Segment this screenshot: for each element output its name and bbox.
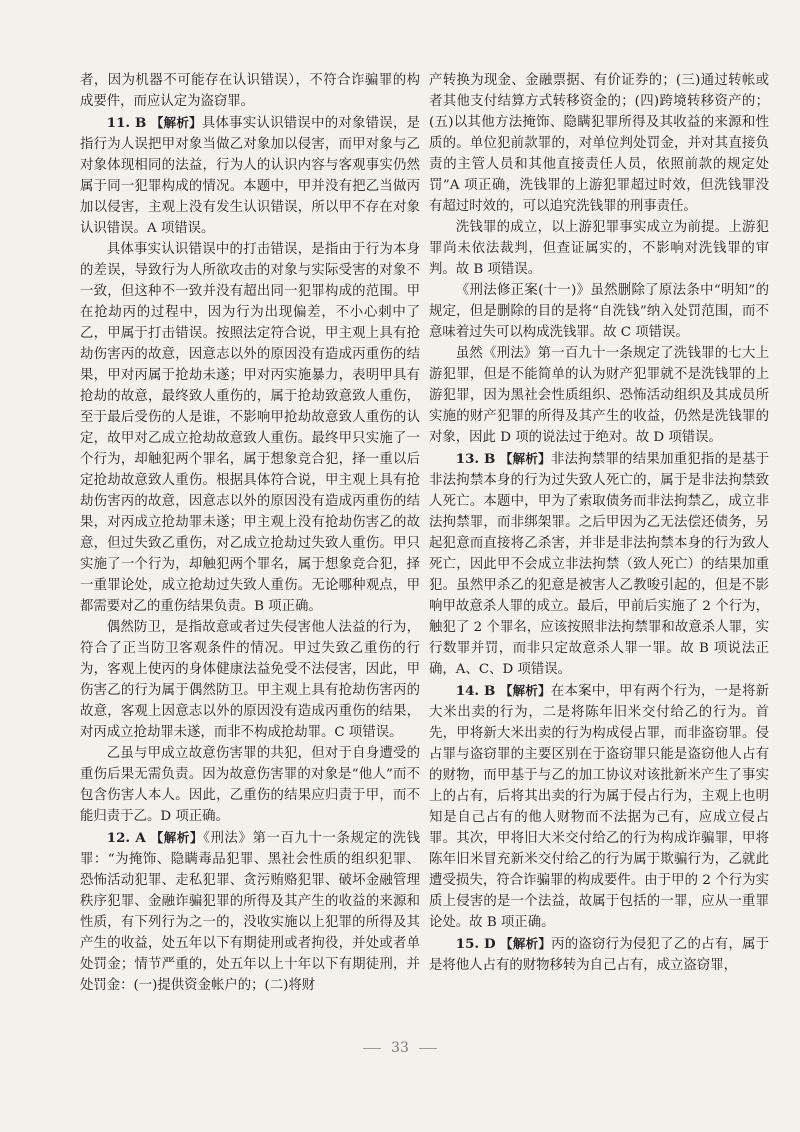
- paragraph: 《刑法修正案(十一)》虽然删除了原法条中“明知”的规定，但是删除的目的是将“自洗钱”纳入处罚范围，而不意味着过失可以构成洗钱罪。故 C 项错误。: [429, 283, 769, 340]
- answer-number: 14. B: [455, 683, 496, 699]
- paragraph: 乙虽与甲成立故意伤害罪的共犯，但对于自身遭受的重伤后果无需负责。因为故意伤害罪的对象是“他人”而不包含伤害人本人。因此，乙重伤的结果应归责于甲，而不能归责于乙。D 项正确。: [80, 746, 420, 824]
- answer-14: [429, 680, 769, 933]
- answer-number: 11. B: [106, 115, 147, 131]
- answer-15: [429, 933, 769, 976]
- answer-text: 非法拘禁罪的结果加重犯指的是基于非法拘禁本身的行为过失致人死亡的，属于是非法拘禁致人死亡。本题中，甲为了索取债务而非法拘禁乙，成立非法拘禁罪，而非绑架罪。之后甲因为乙无法偿还债务，另起犯意而直接将乙杀害，并非是非法拘禁本身的行为致人死亡，因此甲不会成立非法拘禁（致人死亡）的结果加重犯。虽然甲杀乙的犯意是被害人乙教唆引起的，但是不影响甲故意杀人罪的成立。最后，甲前后实施了 2 个行为，触犯了 2 个罪名，应该按照非法拘禁罪和故意杀人罪，实行数罪并罚，而非只定故意杀人罪一罪。故 B 项说法正确，A、C、D 项错误。: [429, 452, 769, 677]
- answer-11: [80, 112, 420, 239]
- paragraph: 者，因为机器不可能存在认识错误），不符合诈骗罪的构成要件，而应认定为盗窃罪。: [80, 73, 420, 109]
- answer-number: 13. B: [455, 451, 496, 467]
- answer-text: 丙的盗窃行为侵犯了乙的占有，属于是将他人占有的财物移转为自己占有，成立盗窃罪，: [429, 937, 769, 973]
- paragraph: 具体事实认识错误中的打击错误，是指由于行为本身的差误，导致行为人所欲攻击的对象与实际受害的对象不一致，但这种不一致并没有超出同一犯罪构成的范围。甲在抢劫丙的过程中，因为行为出现偏差，不小心刺中了乙，甲属于打击错误。按照法定符合说，甲主观上具有抢劫伤害丙的故意，因意志以外的原因没有造成丙重伤的结果，甲对丙属于抢劫未遂；甲对丙实施暴力，表明甲具有抢劫的故意，最终致人重伤的，属于抢劫致意致人重伤，至于最后受伤的人是谁，不影响甲抢劫故意致人重伤的认定，故甲对乙成立抢劫故意致人重伤。最终甲只实施了一个行为，却触犯两个罪名，属于想象竞合犯，择一重以后定抢劫故意致人重伤。根据具体符合说，甲主观上具有抢劫伤害丙的故意，因意志以外的原因没有造成丙重伤的结果，对丙成立抢劫罪未遂；甲主观上没有抢劫伤害乙的故意，但过失致乙重伤，对乙成立抢劫过失致人重伤。甲只实施了一个行为，却触犯两个罪名，属于想象竞合犯，择一重罪论处，成立抢劫过失致人重伤。无论哪种观点，甲都需要对乙的重伤结果负责。B 项正确。: [80, 242, 420, 614]
- answer-text: 具体事实认识错误中的对象错误，是指行为人误把甲对象当做乙对象加以侵害，而甲对象与乙对象体现相同的法益，行为人的认识内容与客观事实仍然属于同一犯罪构成的情况。本题中，甲并没有把乙当做丙加以侵害，主观上没有发生认识错误，所以甲不存在对象认识错误。A 项错误。: [80, 116, 420, 236]
- analysis-tag: 【解析】: [150, 115, 202, 130]
- left-column: [80, 70, 420, 996]
- right-column: [429, 70, 769, 976]
- answer-13: [429, 448, 769, 680]
- footer-rule: [419, 1048, 437, 1049]
- paragraph: 洗钱罪的成立，以上游犯罪事实成立为前提。上游犯罪尚未依法裁判，但查证属实的，不影响对洗钱罪的审判。故 B 项错误。: [429, 220, 769, 277]
- paragraph: 虽然《刑法》第一百九十一条规定了洗钱罪的七大上游犯罪，但是不能简单的认为财产犯罪就不是洗钱罪的上游犯罪，因为黑社会性质组织、恐怖活动组织及其成员所实施的财产犯罪的所得及其产生的收益，仍然是洗钱罪的对象，因此 D 项的说法过于绝对。故 D 项错误。: [429, 346, 769, 445]
- analysis-tag: 【解析】: [499, 451, 551, 466]
- answer-text: 在本案中，甲有两个行为，一是将新大米出卖的行为，二是将陈年旧米交付给乙的行为。首先，甲将新大米出卖的行为构成侵占罪，而非盗窃罪。侵占罪与盗窃罪的主要区别在于盗窃罪只能是盗窃他人占有的财物，而甲基于与乙的加工协议对该批新米产生了事实上的占有，后将其出卖的行为属于侵占行为，主观上也明知是自己占有的他人财物而不法据为己有，应成立侵占罪。其次，甲将旧大米交付给乙的行为构成诈骗罪，甲将陈年旧米冒充新米交付给乙的行为属于欺骗行为，乙就此遭受损失，符合诈骗罪的构成要件。由于甲的 2 个行为实质上侵害的是一个法益，故属于包括的一罪，应从一重罪论处。故 B 项正确。: [429, 684, 769, 930]
- analysis-tag: 【解析】: [500, 936, 552, 951]
- paragraph: 偶然防卫，是指故意或者过失侵害他人法益的行为，符合了正当防卫客观条件的情况。甲过失致乙重伤的行为，客观上使丙的身体健康法益免受不法侵害，因此，甲伤害乙的行为属于偶然防卫。甲主观上具有抢劫伤害丙的故意，客观上因意志以外的原因没有造成丙重伤的结果，对丙成立抢劫罪未遂，而非不构成抢劫罪。C 项错误。: [80, 620, 420, 740]
- answer-12: [80, 827, 420, 996]
- analysis-tag: 【解析】: [150, 830, 204, 845]
- answer-text: 《刑法》第一百九十一条规定的洗钱罪：“为掩饰、隐瞒毒品犯罪、黑社会性质的组织犯罪、恐怖活动犯罪、走私犯罪、贪污贿赂犯罪、破坏金融管理秩序犯罪、金融诈骗犯罪的所得及其产生的收益的来源和性质，有下列行为之一的，没收实施以上犯罪的所得及其产生的收益，处五年以下有期徒刑或者拘役，并处或者单处罚金；情节严重的，处五年以上十年以下有期徒刑，并处罚金：(一)提供资金帐户的；(二)将财: [80, 831, 420, 993]
- answer-number: 15. D: [455, 936, 496, 952]
- footer-rule: [363, 1048, 381, 1049]
- answer-number: 12. A: [106, 830, 146, 846]
- page-footer: [0, 1040, 800, 1056]
- analysis-tag: 【解析】: [499, 683, 551, 698]
- paragraph: 产转换为现金、金融票据、有价证券的；(三)通过转帐或者其他支付结算方式转移资金的；(四)跨境转移资产的；(五)以其他方法掩饰、隐瞒犯罪所得及其收益的来源和性质的。单位犯前款罪的，对单位判处罚金，并对其直接负责的主管人员和其他直接责任人员，依照前款的规定处罚”A 项正确，洗钱罪的上游犯罪超过时效，但洗钱罪没有超过时效的，可以追究洗钱罪的刑事责任。: [429, 73, 769, 214]
- page-number: 33: [391, 1040, 409, 1056]
